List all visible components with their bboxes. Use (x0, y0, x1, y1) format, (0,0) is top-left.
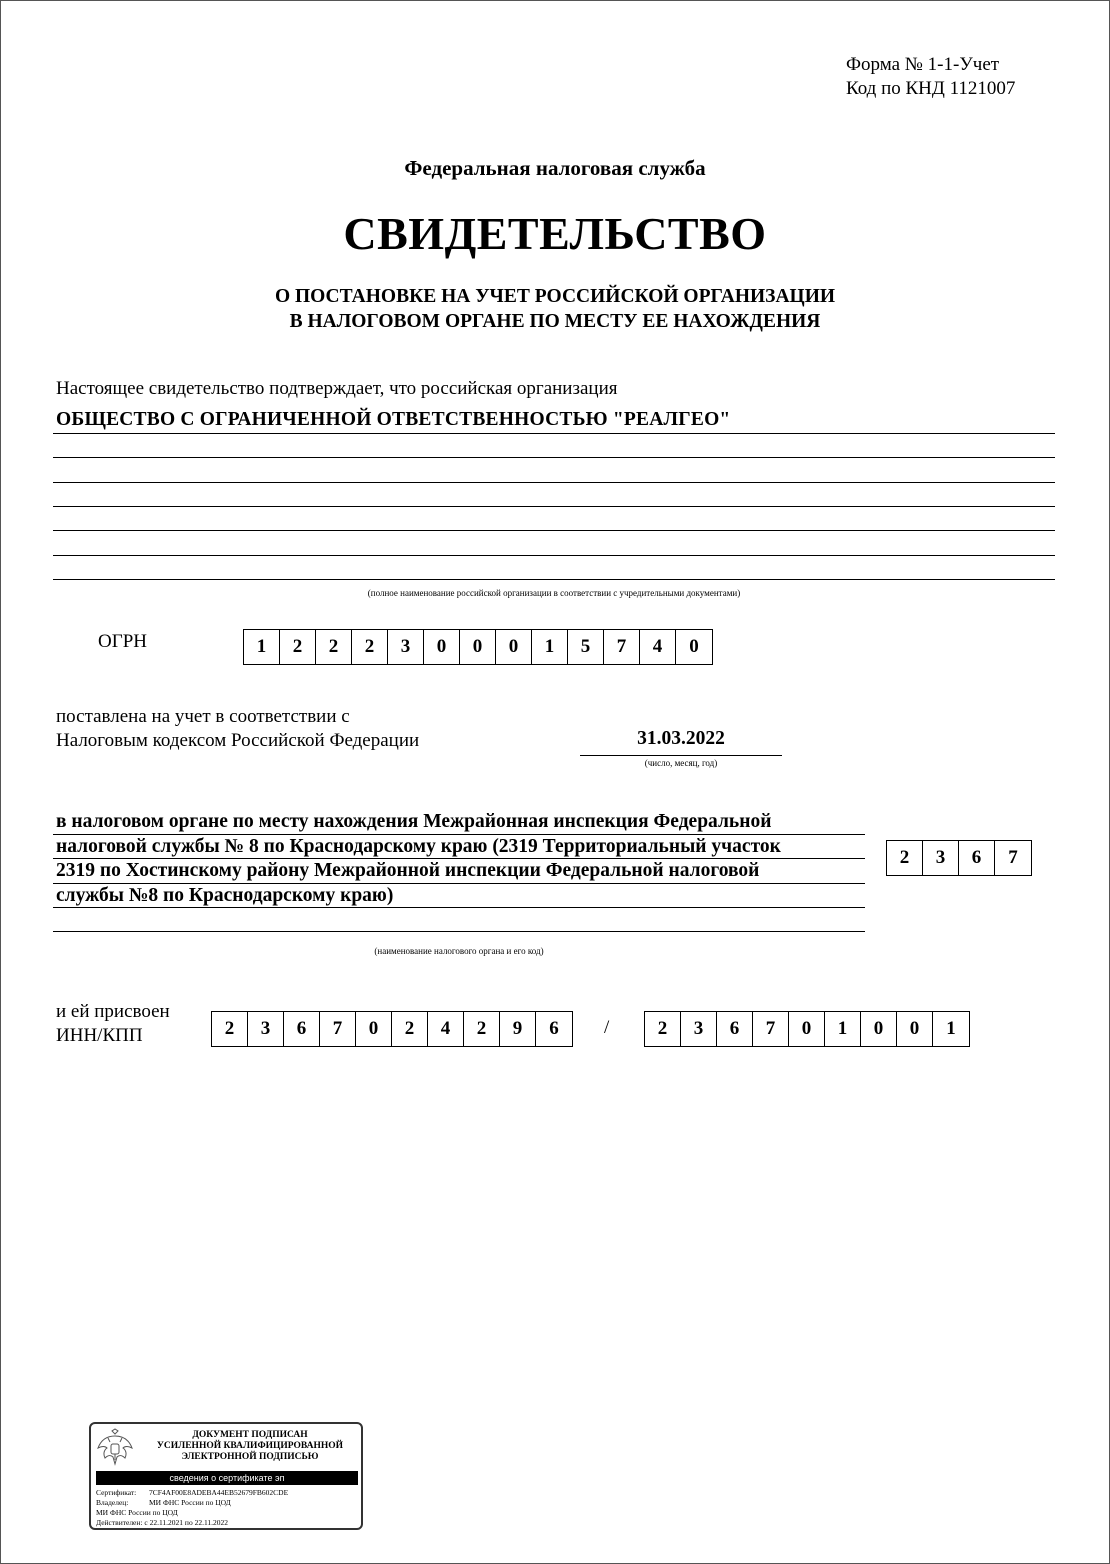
stamp-heading-line-1: ДОКУМЕНТ ПОДПИСАН (192, 1430, 308, 1440)
org-line-7 (53, 579, 1055, 580)
ogrn-digit: 2 (352, 630, 388, 664)
tax-authority-caption: (наименование налогового органа и его код) (374, 946, 544, 956)
ogrn-cells (243, 629, 713, 665)
document-subtitle (0, 284, 1110, 334)
ogrn-digit: 7 (604, 630, 640, 664)
inn-digit: 2 (212, 1012, 248, 1046)
valid-label: Действителен: (96, 1518, 143, 1527)
org-line-5 (53, 530, 1055, 531)
ogrn-digit: 0 (460, 630, 496, 664)
inn-digit: 3 (248, 1012, 284, 1046)
tax-authority-line: 2319 по Хостинскому району Межрайонной инспекции Федеральной налоговой (56, 860, 760, 881)
organization-name: ОБЩЕСТВО С ОГРАНИЧЕННОЙ ОТВЕТСТВЕННОСТЬЮ "РЕАЛГЕО" (56, 409, 731, 430)
kpp-digit: 0 (861, 1012, 897, 1046)
tax-authority (56, 810, 866, 908)
stamp-heading-line-2: УСИЛЕННОЙ КВАЛИФИЦИРОВАННОЙ (156, 1441, 344, 1451)
kpp-digit: 1 (946, 1018, 956, 1039)
kpp-digit: 0 (789, 1012, 825, 1046)
ogrn-digit: 2 (316, 630, 352, 664)
inn-digit: 6 (549, 1018, 559, 1039)
inn-cells (211, 1011, 573, 1047)
knd-code: Код по КНД 1121007 (846, 78, 1016, 99)
inn-digit: 2 (392, 1012, 428, 1046)
subtitle-line-1: О ПОСТАНОВКЕ НА УЧЕТ РОССИЙСКОЙ ОРГАНИЗАЦИИ (274, 286, 836, 307)
tax-code-digit: 6 (959, 841, 995, 875)
tax-line-1 (53, 834, 865, 835)
subtitle-line-2: В НАЛОГОВОМ ОРГАНЕ ПО МЕСТУ ЕЕ НАХОЖДЕНИЯ (289, 311, 821, 332)
org-line-4 (53, 506, 1055, 507)
org-line-3 (53, 482, 1055, 483)
tax-authority-line: налоговой службы № 8 по Краснодарскому краю (2319 Территориальный участок (56, 835, 781, 857)
stamp-heading-line-3: ЭЛЕКТРОННОЙ ПОДПИСЬЮ (181, 1452, 319, 1462)
inn-kpp-label-line-2: ИНН/КПП (56, 1025, 143, 1046)
stamp-validity-row (96, 1518, 288, 1528)
inn-kpp-label-line-1: и ей присвоен (56, 1001, 170, 1022)
signature-stamp (89, 1422, 363, 1530)
stamp-details (96, 1488, 288, 1528)
ogrn-digit: 0 (689, 636, 699, 657)
kpp-digit: 1 (825, 1012, 861, 1046)
ogrn-digit: 2 (280, 630, 316, 664)
tax-line-4 (53, 907, 865, 908)
ogrn-digit: 0 (496, 630, 532, 664)
tax-code-digit: 2 (887, 841, 923, 875)
tax-code-cells (886, 840, 1032, 876)
registration-text (56, 705, 419, 753)
tax-code-digit: 7 (1008, 847, 1018, 868)
tax-line-5 (53, 931, 865, 932)
inn-digit: 4 (428, 1012, 464, 1046)
tax-authority-line: службы №8 по Краснодарскому краю) (56, 884, 394, 906)
intro-text: Настоящее свидетельство подтверждает, что российская организация (56, 378, 618, 399)
stamp-heading (141, 1430, 359, 1463)
document-title: СВИДЕТЕЛЬСТВО (343, 208, 767, 259)
agency-name: Федеральная налоговая служба (404, 156, 706, 180)
owner-value: МИ ФНС России по ЦОД (149, 1498, 231, 1507)
inn-kpp-label (56, 1000, 170, 1048)
valid-value: с 22.11.2021 по 22.11.2022 (144, 1518, 229, 1527)
kpp-digit: 7 (753, 1012, 789, 1046)
eagle-emblem-icon (95, 1428, 135, 1468)
ogrn-digit: 4 (640, 630, 676, 664)
kpp-digit: 3 (681, 1012, 717, 1046)
owner-label: Владелец: (96, 1498, 129, 1507)
form-number: Форма № 1-1-Учет (846, 54, 1000, 75)
ogrn-digit: 3 (388, 630, 424, 664)
form-header (846, 53, 1015, 101)
ogrn-digit: 1 (244, 630, 280, 664)
certificate-value: 7CF4AF00E8ADEBA44EB52679FB602CDE (149, 1488, 289, 1497)
ogrn-label: ОГРН (98, 631, 147, 652)
inn-kpp-separator: / (604, 1017, 610, 1038)
registration-line-1: поставлена на учет в соответствии с (56, 706, 350, 727)
ogrn-digit: 1 (532, 630, 568, 664)
tax-code-digit: 3 (923, 841, 959, 875)
tax-line-2 (53, 858, 865, 859)
date-line (580, 755, 782, 756)
inn-digit: 0 (356, 1012, 392, 1046)
registration-date: 31.03.2022 (637, 728, 725, 749)
inn-digit: 6 (284, 1012, 320, 1046)
owner-value-continued: МИ ФНС России по ЦОД (96, 1508, 178, 1517)
org-line-2 (53, 457, 1055, 458)
tax-authority-line: в налоговом органе по месту нахождения Межрайонная инспекция Федеральной (56, 811, 772, 832)
org-line-1 (53, 433, 1055, 434)
ogrn-digit: 5 (568, 630, 604, 664)
org-line-6 (53, 555, 1055, 556)
stamp-owner-row (96, 1498, 288, 1508)
certificate-label: Сертификат: (96, 1488, 137, 1497)
inn-digit: 2 (464, 1012, 500, 1046)
organization-caption: (полное наименование российской организации в соответствии с учредительными документами) (367, 588, 741, 598)
ogrn-digit: 0 (424, 630, 460, 664)
stamp-certificate-bar: сведения о сертификате эп (96, 1471, 358, 1485)
kpp-digit: 2 (645, 1012, 681, 1046)
kpp-digit: 0 (897, 1012, 933, 1046)
stamp-certificate-row (96, 1488, 288, 1498)
date-caption: (число, месяц, год) (644, 758, 718, 768)
kpp-digit: 6 (717, 1012, 753, 1046)
registration-line-2: Налоговым кодексом Российской Федерации (56, 730, 420, 751)
tax-line-3 (53, 883, 865, 884)
kpp-cells (644, 1011, 970, 1047)
inn-digit: 9 (500, 1012, 536, 1046)
inn-digit: 7 (320, 1012, 356, 1046)
